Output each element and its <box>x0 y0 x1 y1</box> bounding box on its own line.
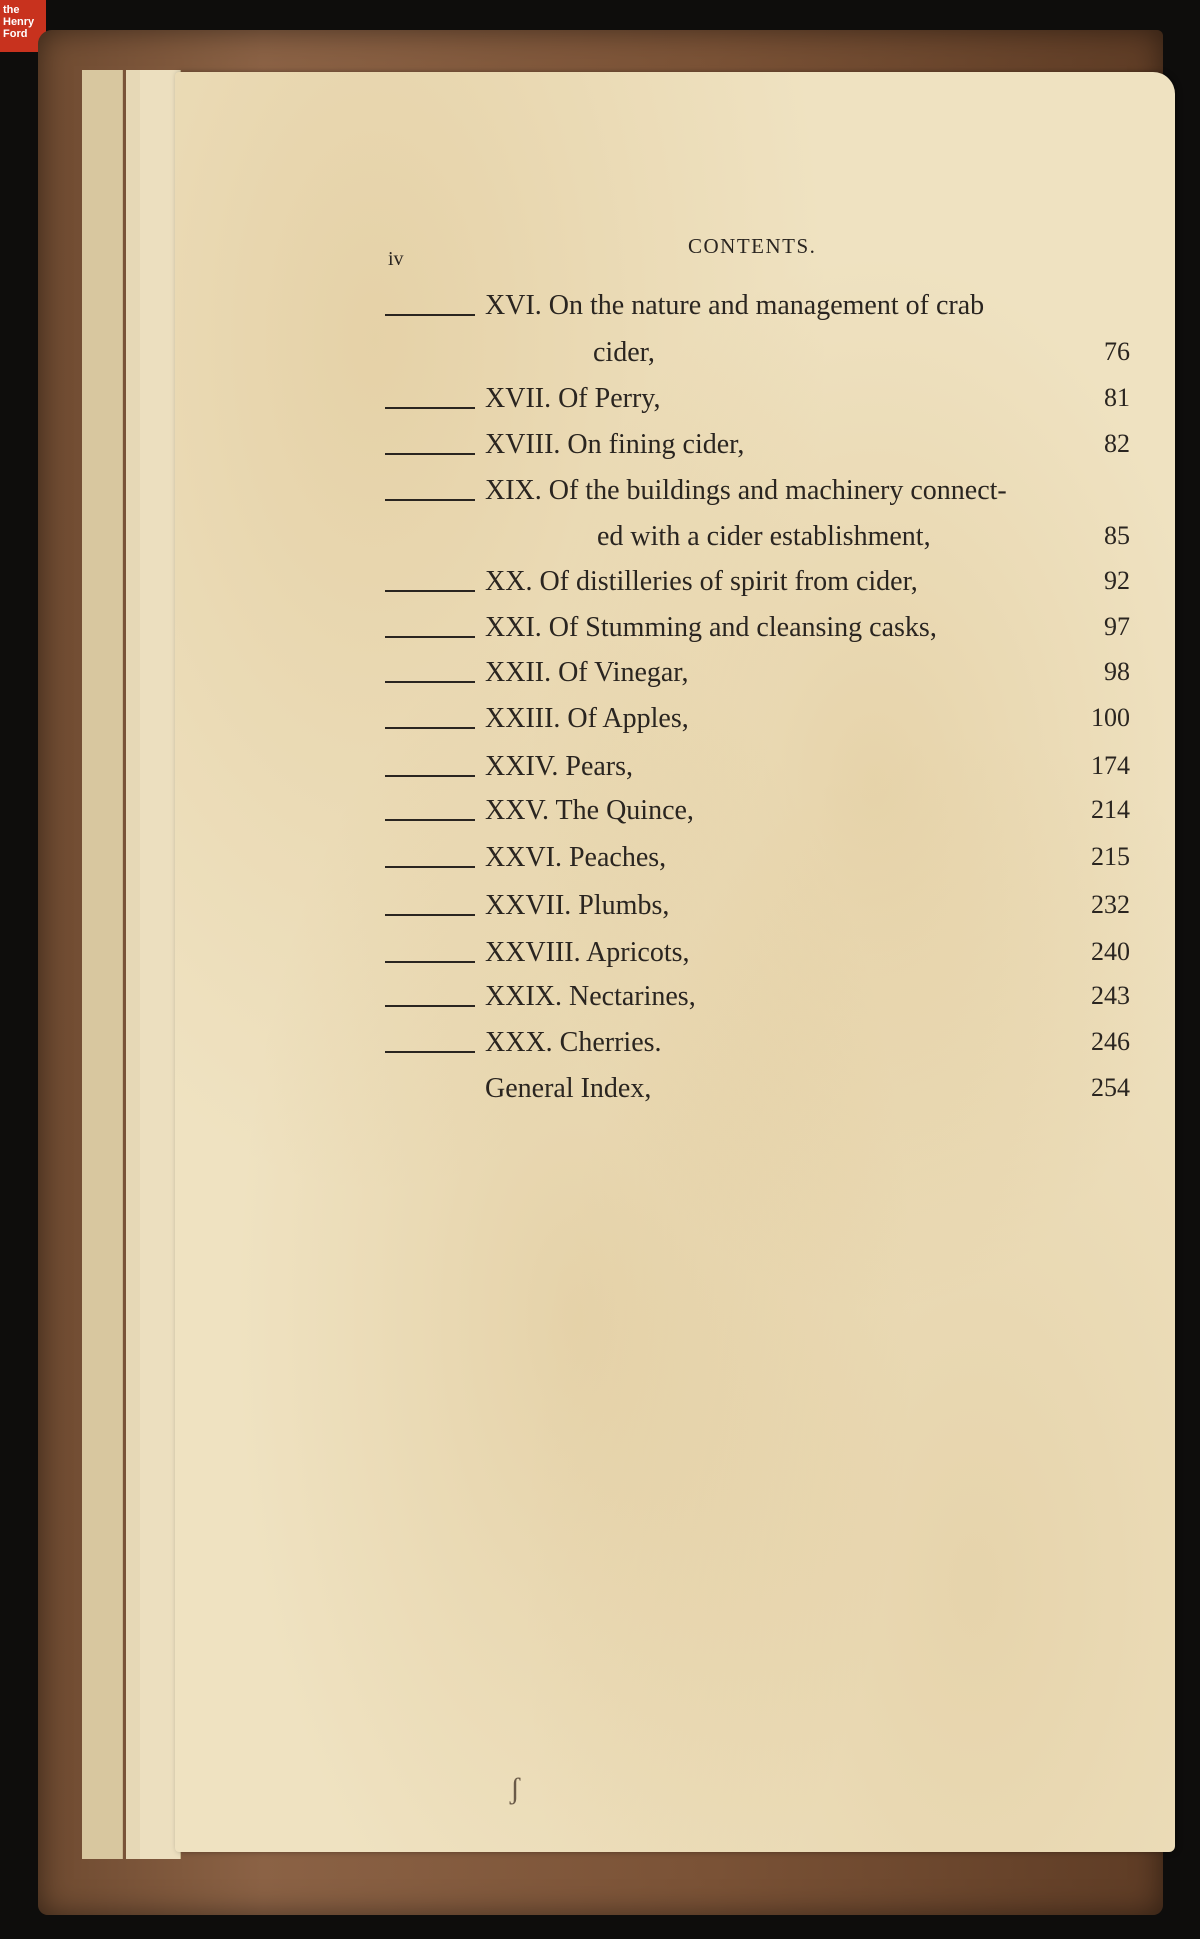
logo-line: Henry <box>3 16 35 28</box>
toc-entry-title: XXV. The Quince, <box>485 795 694 826</box>
toc-entry-title: XXIII. Of Apples, <box>485 703 689 734</box>
toc-page-number: 76 <box>1104 337 1130 366</box>
toc-row <box>385 521 1130 561</box>
toc-row <box>385 475 1130 515</box>
toc-entry-title: XVIII. On fining cider, <box>485 429 745 460</box>
toc-page-number: 97 <box>1104 612 1130 641</box>
toc-row <box>385 703 1130 743</box>
toc-page-number: 100 <box>1091 703 1130 732</box>
toc-row <box>385 657 1130 697</box>
toc-row <box>385 890 1130 930</box>
toc-entry-title: XXI. Of Stumming and cleansing casks, <box>485 612 937 643</box>
toc-row <box>385 751 1130 791</box>
toc-entry-title: General Index, <box>485 1073 652 1104</box>
toc-row <box>385 937 1130 977</box>
toc-page-number: 240 <box>1091 937 1130 966</box>
toc-page-number: 81 <box>1104 383 1130 412</box>
leader-rule <box>385 499 475 501</box>
toc-entry-title: XX. Of distilleries of spirit from cider, <box>485 566 918 597</box>
logo-line: the <box>3 4 20 16</box>
toc-entry-title: XVII. Of Perry, <box>485 383 661 414</box>
leader-rule <box>385 866 475 868</box>
toc-page-number: 82 <box>1104 429 1130 458</box>
toc-entry-title: XXVIII. Apricots, <box>485 937 690 968</box>
toc-row <box>385 842 1130 882</box>
toc-row <box>385 1073 1130 1113</box>
toc-row <box>385 337 1130 377</box>
page-edge <box>82 70 123 1859</box>
toc-page-number: 92 <box>1104 566 1130 595</box>
toc-page-number: 232 <box>1091 890 1130 919</box>
toc-entry-title: ed with a cider establishment, <box>597 521 931 552</box>
toc-entry-title: XXX. Cherries. <box>485 1027 662 1058</box>
leader-rule <box>385 819 475 821</box>
toc-row <box>385 981 1130 1021</box>
toc-entry-title: XVI. On the nature and management of crab <box>485 290 985 321</box>
leader-rule <box>385 914 475 916</box>
toc-entry-title: XIX. Of the buildings and machinery connect- <box>485 475 1007 506</box>
toc-row <box>385 566 1130 606</box>
leader-rule <box>385 407 475 409</box>
toc-entry-title: XXIX. Nectarines, <box>485 981 696 1012</box>
toc-entry-title: XXVII. Plumbs, <box>485 890 670 921</box>
toc-row <box>385 383 1130 423</box>
leader-rule <box>385 314 475 316</box>
leader-rule <box>385 961 475 963</box>
logo-line: Ford <box>3 28 28 40</box>
toc-page-number: 243 <box>1091 981 1130 1010</box>
toc-page-number: 214 <box>1091 795 1130 824</box>
leader-rule <box>385 636 475 638</box>
leader-rule <box>385 1005 475 1007</box>
toc-row <box>385 1027 1130 1067</box>
ink-smudge: ʃ <box>510 1772 520 1805</box>
leader-rule <box>385 727 475 729</box>
toc-page-number: 215 <box>1091 842 1130 871</box>
toc-page-number: 246 <box>1091 1027 1130 1056</box>
toc-entry-title: cider, <box>593 337 655 368</box>
toc-page-number: 85 <box>1104 521 1130 550</box>
page-heading: CONTENTS. <box>688 234 817 258</box>
toc-row <box>385 429 1130 469</box>
toc-row <box>385 290 1130 330</box>
leader-rule <box>385 590 475 592</box>
leader-rule <box>385 775 475 777</box>
toc-page-number: 254 <box>1091 1073 1130 1102</box>
toc-page-number: 98 <box>1104 657 1130 686</box>
page-number-folio: iv <box>388 248 404 270</box>
leader-rule <box>385 453 475 455</box>
toc-entry-title: XXIV. Pears, <box>485 751 634 782</box>
toc-row <box>385 795 1130 835</box>
toc-page-number: 174 <box>1091 751 1130 780</box>
leader-rule <box>385 681 475 683</box>
toc-entry-title: XXII. Of Vinegar, <box>485 657 689 688</box>
toc-entry-title: XXVI. Peaches, <box>485 842 667 873</box>
toc-row <box>385 612 1130 652</box>
leader-rule <box>385 1051 475 1053</box>
